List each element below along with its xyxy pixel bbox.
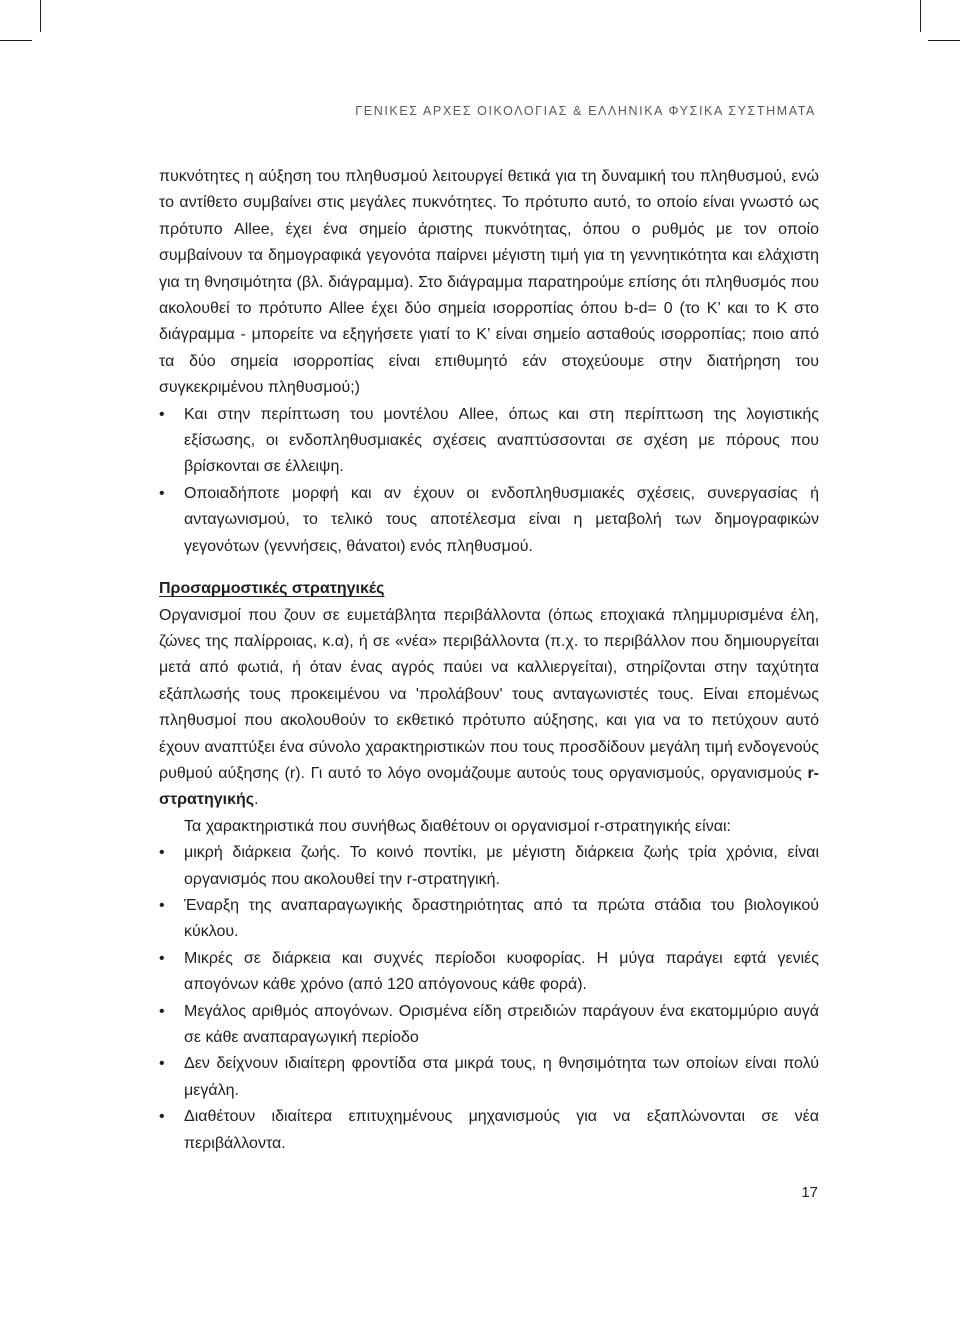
crop-mark-left [40,0,41,32]
page-number: 17 [801,1184,818,1201]
list-item: • Διαθέτουν ιδιαίτερα επιτυχημένους μηχανισμούς για να εξαπλώνονται σε νέα περιβάλλοντα. [159,1104,819,1157]
characteristics-list [159,840,819,1157]
intro-paragraph: πυκνότητες η αύξηση του πληθυσμού λειτουργεί θετικά για τη δυναμική του πληθυσμού, ενώ το αντίθετο συμβαίνει στις μεγάλες πυκνότητες. Το πρότυπο αυτό, το οποίο είναι γνωστό ως πρότυπο Allee, έχει ένα σημείο άριστης πυκνότητας, όπου ο ρυθμός με τον οποίο συμβαίνουν τα δημογραφικά γεγονότα παίρνει μέγιστη τιμή για τη γεννητικότητα και ελάχιστη για τη θνησιμότητα (βλ. διάγραμμα). Στο διάγραμμα παρατηρούμε επίσης ότι πληθυσμός που ακολουθεί το πρότυπο Allee έχει δύο σημεία ισορροπίας όπου b-d= 0 (το K’ και το K στο διάγραμμα - μπορείτε να εξηγήσετε γιατί το K’ είναι σημείο ασταθούς ισορροπίας; ποιο από τα δύο σημεία ισορροπίας είναι επιθυμητό εάν στοχεύουμε στην διατήρηση του συγκεκριμένου πληθυσμού;) [159,168,819,397]
intro-bullet-list [159,402,819,560]
list-item: • Δεν δείχνουν ιδιαίτερη φροντίδα στα μικρά τους, η θνησιμότητα των οποίων είναι πολύ μεγάλη. [159,1051,819,1104]
section-paragraph-text: Οργανισμοί που ζουν σε ευμετάβλητα περιβάλλοντα (όπως εποχιακά πλημμυρισμένα έλη, ζώνες της παλίρροιας, κ.α), ή σε «νέα» περιβάλλοντα (π.χ. το περιβάλλον που δημιουργείται μετά από φωτιά, ή όταν ένας αγρός παύει να καλλιεργείται), στηρίζονται στην ταχύτητα εξάπλωσής τους προκειμένου να 'προλάβουν' τους ανταγωνιστές τους. Είναι επομένως πληθυσμοί που ακολουθούν το εκθετικό πρότυπο αύξησης, και για να το πετύχουν αυτό έχουν αναπτύξει ένα σύνολο χαρακτηριστικών που τους προσδίδουν μεγάλη τιμή ενδογενούς ρυθμού αύξησης (r). Γι αυτό το λόγο ονομάζουμε αυτούς τους οργανισμούς, οργανισμούς [159,606,819,782]
list-item: • Μεγάλος αριθμός απογόνων. Ορισμένα είδη στρειδιών παράγουν ένα εκατομμύριο αυγά σε κάθε αναπαραγωγική περίοδο [159,999,819,1052]
list-item: • Έναρξη της αναπαραγωγικής δραστηριότητας από τα πρώτα στάδια του βιολογικού κύκλου. [159,893,819,946]
list-item: • Οποιαδήποτε μορφή και αν έχουν οι ενδοπληθυσμιακές σχέσεις, συνεργασίας ή ανταγωνισμού, το τελικό τους αποτέλεσμα είναι η μεταβολή των δημογραφικών γεγονότων (γεννήσεις, θάνατοι) ενός πληθυσμού. [159,481,819,560]
section-heading: Προσαρμοστικές στρατηγικές [159,580,385,598]
r-strategy-term: r-στρατηγικής [159,764,819,809]
crop-mark-right-horizontal [928,40,960,41]
characteristics-intro: Τα χαρακτηριστικά που συνήθως διαθέτουν οι οργανισμοί r-στρατηγικής είναι: [184,817,731,835]
list-item: • Και στην περίπτωση του μοντέλου Allee, όπως και στη περίπτωση της λογιστικής εξίσωσης, οι ενδοπληθυσμιακές σχέσεις αναπτύσσονται σε σχέση με πόρους που βρίσκονται σε έλλειψη. [159,402,819,481]
list-item: • μικρή διάρκεια ζωής. Το κοινό ποντίκι, με μέγιστη διάρκεια ζωής τρία χρόνια, είναι οργανισμός που ακολουθεί την r-στρατηγική. [159,840,819,893]
list-item: • Μικρές σε διάρκεια και συχνές περίοδοι κυοφορίας. Η μύγα παράγει εφτά γενιές απογόνων κάθε χρόνο (από 120 απόγονους κάθε φορά). [159,946,819,999]
page-body [159,164,819,1157]
section-paragraph [159,603,819,814]
section-paragraph-end: . [254,791,259,809]
crop-mark-left-horizontal [0,40,32,41]
running-head: ΓΕΝΙΚΕΣ ΑΡΧΕΣ ΟΙΚΟΛΟΓΙΑΣ & ΕΛΛΗΝΙΚΑ ΦΥΣΙΚΑ ΣΥΣΤΗΜΑΤΑ [355,104,816,118]
crop-mark-right [920,0,921,32]
